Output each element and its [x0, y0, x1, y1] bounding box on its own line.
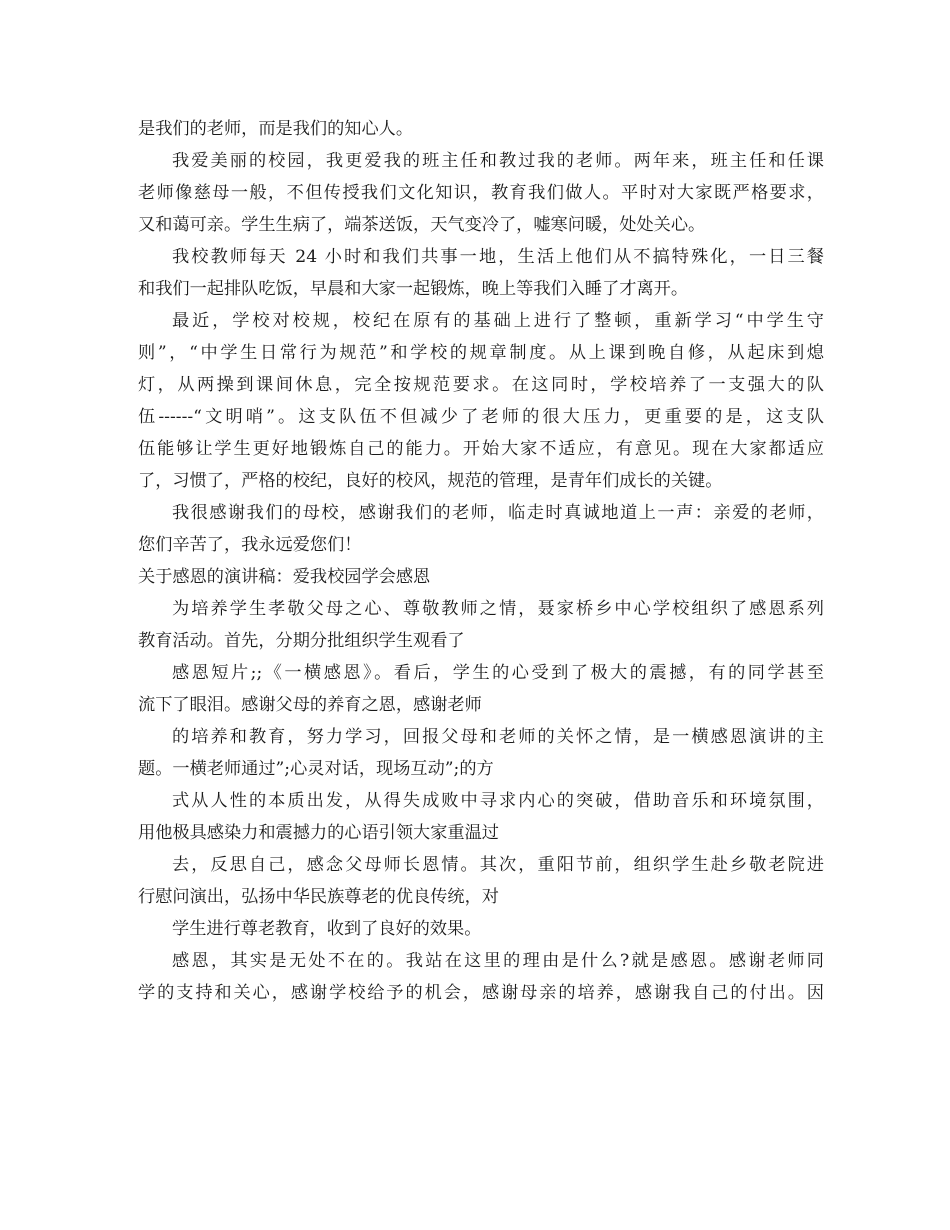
text-line: 行慰问演出，弘扬中华民族尊老的优良传统，对 — [138, 887, 499, 907]
text-line: 是我们的老师，而是我们的知心人。 — [138, 119, 414, 139]
text-line: 用他极具感染力和震撼力的心语引领大家重温过 — [138, 823, 499, 843]
text-line: 和我们一起排队吃饭，早晨和大家一起锻炼，晚上等我们入睡了才离开。 — [138, 279, 689, 299]
text-line: 感恩短片;;《一横感恩》。看后，学生的心受到了极大的震撼，有的同学甚至 — [172, 663, 824, 683]
text-line: 的培养和教育，努力学习，回报父母和老师的关怀之情，是一横感恩演讲的主 — [172, 727, 824, 747]
text-line: 我很感谢我们的母校，感谢我们的老师，临走时真诚地道上一声：亲爱的老师， — [172, 503, 824, 523]
text-line: 去，反思自己，感念父母师长恩情。其次，重阳节前，组织学生赴乡敬老院进 — [172, 855, 824, 875]
text-line: 学生进行尊老教育，收到了良好的效果。 — [172, 919, 482, 939]
text-line: 了，习惯了，严格的校纪，良好的校风，规范的管理，是青年们成长的关键。 — [138, 471, 723, 491]
text-line: 我爱美丽的校园，我更爱我的班主任和教过我的老师。两年来，班主任和任课 — [172, 151, 824, 171]
text-line: 最近，学校对校规，校纪在原有的基础上进行了整顿，重新学习“中学生守 — [172, 311, 824, 331]
text-line: 伍------“文明哨”。这支队伍不但减少了老师的很大压力，更重要的是，这支队 — [138, 407, 824, 427]
text-line: 为培养学生孝敬父母之心、尊敬教师之情，聂家桥乡中心学校组织了感恩系列 — [172, 599, 824, 619]
text-line: 关于感恩的演讲稿：爱我校园学会感恩 — [138, 567, 431, 587]
text-line: 式从人性的本质出发，从得失成败中寻求内心的突破，借助音乐和环境氛围， — [172, 791, 824, 811]
text-line: 伍能够让学生更好地锻炼自己的能力。开始大家不适应，有意见。现在大家都适应 — [138, 439, 824, 459]
text-line: 老师像慈母一般，不但传授我们文化知识，教育我们做人。平时对大家既严格要求， — [138, 183, 824, 203]
document-body — [138, 113, 824, 1009]
text-line: 则”，“中学生日常行为规范”和学校的规章制度。从上课到晚自修，从起床到熄 — [138, 343, 824, 363]
text-line: 又和蔼可亲。学生生病了，端茶送饭，天气变冷了，嘘寒问暖，处处关心。 — [138, 215, 706, 235]
text-line: 您们辛苦了，我永远爱您们！ — [138, 535, 362, 555]
text-line: 教育活动。首先，分期分批组织学生观看了 — [138, 631, 465, 651]
text-line: 流下了眼泪。感谢父母的养育之恩，感谢老师 — [138, 695, 482, 715]
text-line: 感恩，其实是无处不在的。我站在这里的理由是什么?就是感恩。感谢老师同 — [172, 951, 824, 971]
text-line: 学的支持和关心，感谢学校给予的机会，感谢母亲的培养，感谢我自己的付出。因 — [138, 983, 824, 1003]
text-line: 灯，从两操到课间休息，完全按规范要求。在这同时，学校培养了一支强大的队 — [138, 375, 824, 395]
text-line: 题。一横老师通过”;心灵对话，现场互动”;的方 — [138, 759, 494, 779]
text-line: 我校教师每天 24 小时和我们共事一地，生活上他们从不搞特殊化，一日三餐 — [172, 247, 824, 267]
